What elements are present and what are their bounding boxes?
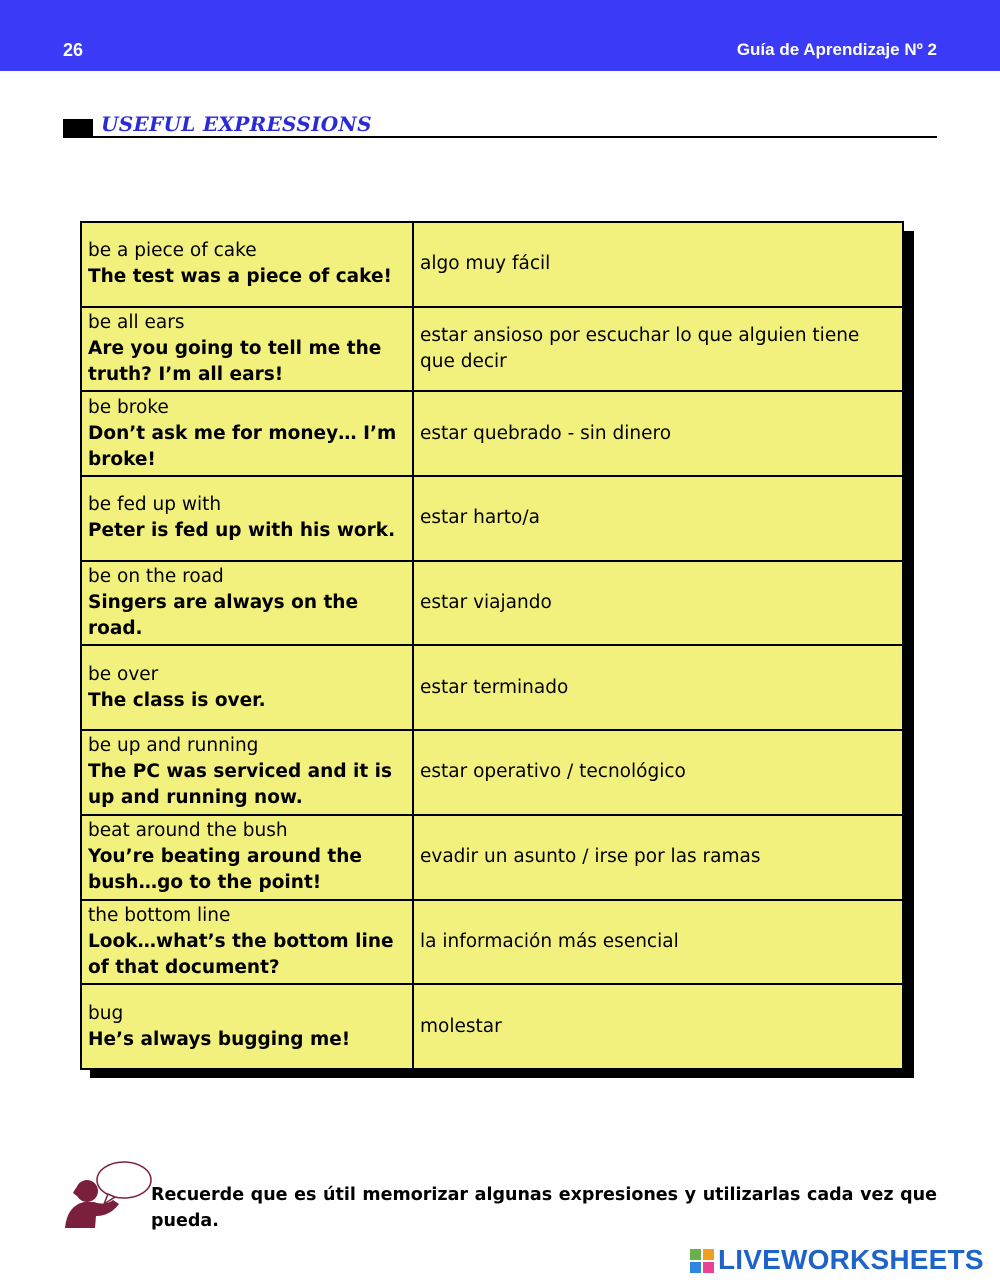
expression-example: Peter is fed up with his work. (88, 520, 396, 542)
expression-phrase: be up and running (88, 735, 259, 757)
expression-example: You’re beating around the bush…go to the point! (88, 846, 362, 894)
expression-phrase: the bottom line (88, 904, 231, 926)
expression-example: The PC was serviced and it is up and running now. (88, 761, 392, 809)
section-marker (63, 119, 93, 138)
expression-cell (81, 307, 413, 392)
expression-meaning: estar operativo / tecnológico (413, 730, 903, 815)
expression-meaning: estar terminado (413, 645, 903, 730)
expression-cell (81, 900, 413, 985)
liveworksheets-logo-text: LIVEWORKSHEETS (718, 1244, 984, 1275)
expression-example: Don’t ask me for money… I’m broke! (88, 422, 397, 470)
expressions-table (80, 221, 904, 1070)
liveworksheets-logo-icon (690, 1249, 714, 1273)
page-header (0, 0, 1000, 71)
section-heading (63, 112, 937, 138)
expression-meaning: evadir un asunto / irse por las ramas (413, 815, 903, 900)
page-number: 26 (63, 40, 84, 60)
speaking-person-icon (60, 1160, 155, 1230)
expression-cell (81, 561, 413, 646)
expressions-table-container (80, 221, 904, 1068)
expression-cell (81, 984, 413, 1069)
expression-meaning: molestar (413, 984, 903, 1069)
expression-row (81, 391, 903, 476)
expression-phrase: bug (88, 1002, 124, 1024)
expression-cell (81, 222, 413, 307)
expression-example: Look…what’s the bottom line of that document? (88, 930, 394, 978)
section-title: USEFUL EXPRESSIONS (101, 112, 372, 136)
tip-text: Recuerde que es útil memorizar algunas expresiones y utilizarlas cada vez que pueda. (151, 1185, 937, 1231)
guide-title: Guía de Aprendizaje Nº 2 (736, 40, 937, 59)
expression-phrase: be all ears (88, 312, 185, 334)
expression-phrase: be a piece of cake (88, 240, 257, 262)
expression-example: He’s always bugging me! (88, 1028, 351, 1050)
expression-row (81, 815, 903, 900)
expression-row (81, 561, 903, 646)
expression-row (81, 984, 903, 1069)
expression-row (81, 645, 903, 730)
expression-meaning: estar harto/a (413, 476, 903, 561)
expression-meaning: estar quebrado - sin dinero (413, 391, 903, 476)
expression-row (81, 900, 903, 985)
expression-example: Singers are always on the road. (88, 592, 359, 640)
expression-cell (81, 391, 413, 476)
expression-row (81, 222, 903, 307)
expression-phrase: be over (88, 663, 159, 685)
expression-cell (81, 815, 413, 900)
section-underline (93, 136, 937, 138)
expression-meaning: estar ansioso por escuchar lo que alguien tiene que decir (413, 307, 903, 392)
expression-phrase: be broke (88, 396, 169, 418)
expression-cell (81, 645, 413, 730)
expression-meaning: algo muy fácil (413, 222, 903, 307)
expression-phrase: be on the road (88, 566, 224, 588)
expression-example: The test was a piece of cake! (88, 266, 392, 288)
expression-example: The class is over. (88, 689, 266, 711)
expression-meaning: estar viajando (413, 561, 903, 646)
expression-cell (81, 476, 413, 561)
expression-cell (81, 730, 413, 815)
expression-row (81, 307, 903, 392)
expression-row (81, 730, 903, 815)
expression-row (81, 476, 903, 561)
expression-phrase: beat around the bush (88, 820, 288, 842)
expression-example: Are you going to tell me the truth? I’m all ears! (88, 338, 382, 386)
expression-phrase: be fed up with (88, 494, 222, 516)
expression-meaning: la información más esencial (413, 900, 903, 985)
